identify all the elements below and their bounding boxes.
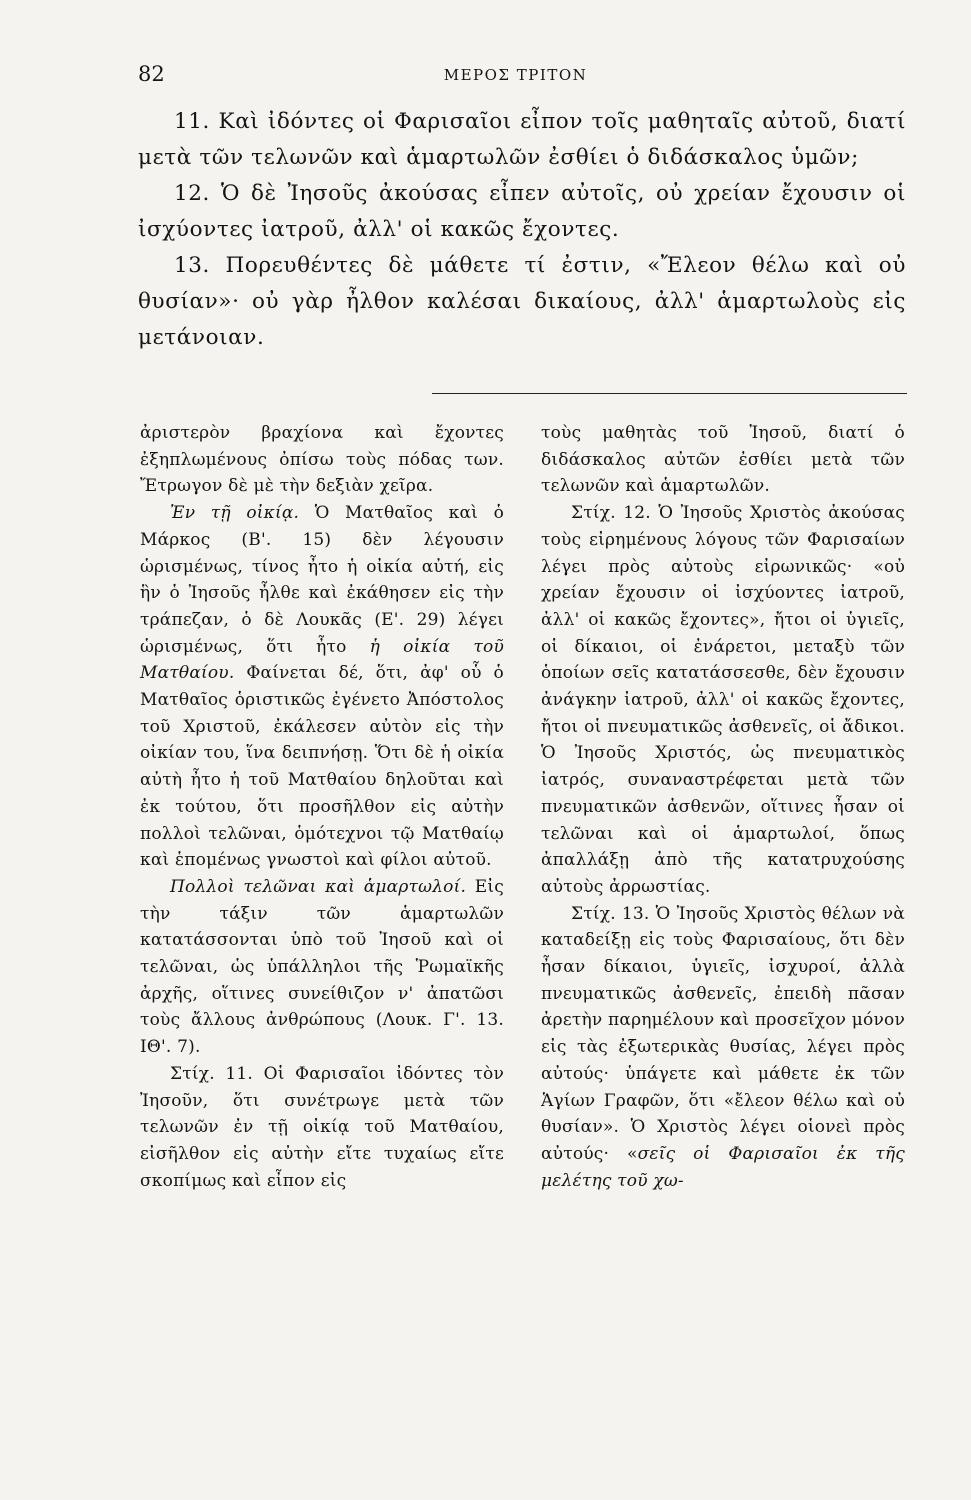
verse-12 (138, 176, 906, 248)
page-header (138, 62, 893, 92)
commentary-text: Φαίνεται δέ, ὅτι, ἀφ' οὗ ὁ Ματθαῖος ὁριστικῶς ἐγένετο Ἀπόστολος τοῦ Χριστοῦ, ἐκάλεσεν αὐτὸν εἰς τὴν οἰκίαν του, ἵνα δειπνήσῃ. Ὅτι δὲ ἡ οἰκία αὐτὴ ἦτο ἡ τοῦ Ματθαίου δηλοῦται καὶ ἐκ τούτου, ὅτι προσῆλθον εἰς αὐτὴν πολλοὶ τελῶναι, ὁμότεχνοι τῷ Ματθαίῳ καὶ ἑπομένως γνωστοὶ καὶ φίλοι αὐτοῦ. (140, 663, 504, 871)
lemma: Πολλοὶ τελῶναι καὶ ἁμαρτωλοί. (170, 876, 467, 897)
section-divider (432, 393, 907, 394)
verse-text: Πορευθέντες δὲ μάθετε τί ἐστιν, «Ἔλεον θέλω καὶ οὐ θυσίαν»· οὐ γὰρ ἦλθον καλέσαι δικαίους, ἀλλ' ἁμαρτωλοὺς εἰς μετάνοιαν. (138, 253, 906, 350)
commentary-paragraph: τοὺς μαθητὰς τοῦ Ἰησοῦ, διατί ὁ διδάσκαλος αὐτῶν ἐσθίει μετὰ τῶν τελωνῶν καὶ ἁμαρτωλῶν. (541, 423, 905, 497)
verse-text: Ὁ δὲ Ἰησοῦς ἀκούσας εἶπεν αὐτοῖς, οὐ χρείαν ἔχουσιν οἱ ἰσχύοντες ἰατροῦ, ἀλλ' οἱ κακῶς ἔχοντες. (138, 181, 907, 242)
page-number: 82 (138, 62, 165, 86)
emphasis: ἡ οἰκία τοῦ Ματθαίου. (140, 636, 504, 684)
verse-11 (138, 104, 906, 176)
lemma: Ἐν τῇ οἰκίᾳ. (170, 503, 300, 524)
commentary-paragraph: Στίχ. 11. Οἱ Φαρισαῖοι ἰδόντες τὸν Ἰησοῦν, ὅτι συνέτρωγε μετὰ τῶν τελωνῶν ἐν τῇ οἰκίᾳ τοῦ Ματθαίου, εἰσῆλθον εἰς αὐτὴν εἴτε τυχαίως εἴτε σκοπίμως καὶ εἶπον εἰς (140, 1063, 504, 1191)
verse-number: 11. (174, 109, 210, 134)
scripture-passage (138, 104, 906, 356)
verse-number: 12. (174, 181, 210, 206)
commentary-paragraph (541, 901, 905, 1195)
verse-number: 13. (174, 253, 210, 278)
emphasis: σεῖς οἱ Φαρισαῖοι ἐκ τῆς μελέτης τοῦ χω- (541, 1143, 905, 1191)
commentary-paragraph: Στίχ. 12. Ὁ Ἰησοῦς Χριστὸς ἀκούσας τοὺς εἰρημένους λόγους τῶν Φαρισαίων λέγει πρὸς αὐτοὺς εἰρωνικῶς· «οὐ χρείαν ἔχουσιν οἱ ἰσχύοντες ἰατροῦ, ἀλλ' οἱ κακῶς ἔχοντες», ἤτοι οἱ ὑγιεῖς, οἱ δίκαιοι, οἱ ἐνάρετοι, μεταξὺ τῶν ὁποίων σεῖς κατατάσσεσθε, δὲν ἔχουσιν ἀνάγκην ἰατροῦ, ἀλλ' οἱ κακῶς ἔχοντες, ἤτοι οἱ πνευματικῶς ἀσθενεῖς, οἱ ἄδικοι. Ὁ Ἰησοῦς Χριστός, ὡς πνευματικὸς ἰατρός, συναναστρέφεται μετὰ τῶν πνευματικῶν ἀσθενῶν, οἵτινες ἦσαν οἱ τελῶναι καὶ οἱ ἁμαρτωλοί, ὅπως ἀπαλλάξῃ ἀπὸ τῆς κατατρυχούσης αὐτοὺς ἀρρωστίας. (541, 503, 905, 897)
verse-text: Καὶ ἰδόντες οἱ Φαρισαῖοι εἶπον τοῖς μαθηταῖς αὐτοῦ, διατί μετὰ τῶν τελωνῶν καὶ ἁμαρτωλῶν ἐσθίει ὁ διδάσκαλος ὑμῶν; (138, 109, 906, 170)
running-head: ΜΕΡΟΣ ΤΡΙΤΟΝ (443, 66, 588, 84)
commentary-paragraph: ἀριστερὸν βραχίονα καὶ ἔχοντες ἐξηπλωμένους ὀπίσω τοὺς πόδας των. Ἔτρωγον δὲ μὲ τὴν δεξιὰν χεῖρα. (140, 423, 504, 497)
commentary-text: Εἰς τὴν τάξιν τῶν ἁμαρτωλῶν κατατάσσονται ὑπὸ τοῦ Ἰησοῦ καὶ οἱ τελῶναι, ὡς ὑπάλληλοι τῆς Ῥωμαϊκῆς ἀρχῆς, οἵτινες συνείθιζον ν' ἀπατῶσι τοὺς ἄλλους ἀνθρώπους (Λουκ. Γ'. 13. ΙΘ'. 7). (140, 876, 504, 1058)
commentary-text: Ὁ Ματθαῖος καὶ ὁ Μάρκος (Β'. 15) δὲν λέγουσιν ὡρισμένως, τίνος ἦτο ἡ οἰκία αὐτή, εἰς ἣν ὁ Ἰησοῦς ἦλθε καὶ ἐκάθησεν εἰς τὴν τράπεζαν, ὁ δὲ Λουκᾶς (Ε'. 29) λέγει ὡρισμένως, ὅτι ἦτο (140, 503, 505, 657)
verse-13 (138, 248, 906, 356)
commentary-left-column (140, 420, 504, 1194)
commentary-paragraph (140, 874, 504, 1061)
commentary-right-column (541, 420, 905, 1194)
commentary-paragraph (140, 500, 504, 874)
commentary-text: Στίχ. 13. Ὁ Ἰησοῦς Χριστὸς θέλων νὰ καταδείξῃ εἰς τοὺς Φαρισαίους, ὅτι δὲν ἦσαν δίκαιοι, ὑγιεῖς, ἰσχυροί, ἀλλὰ πνευματικῶς ἀσθενεῖς, ἐπειδὴ πᾶσαν ἀρετὴν παρημέλουν καὶ προσεῖχον μόνον εἰς τὰς ἐξωτερικὰς θυσίας, λέγει πρὸς αὐτούς· ὑπάγετε καὶ μάθετε ἐκ τῶν Ἁγίων Γραφῶν, ὅτι «ἔλεον θέλω καὶ οὐ θυσίαν». Ὁ Χριστὸς λέγει οἱονεὶ πρὸς αὐτούς· « (541, 903, 905, 1164)
